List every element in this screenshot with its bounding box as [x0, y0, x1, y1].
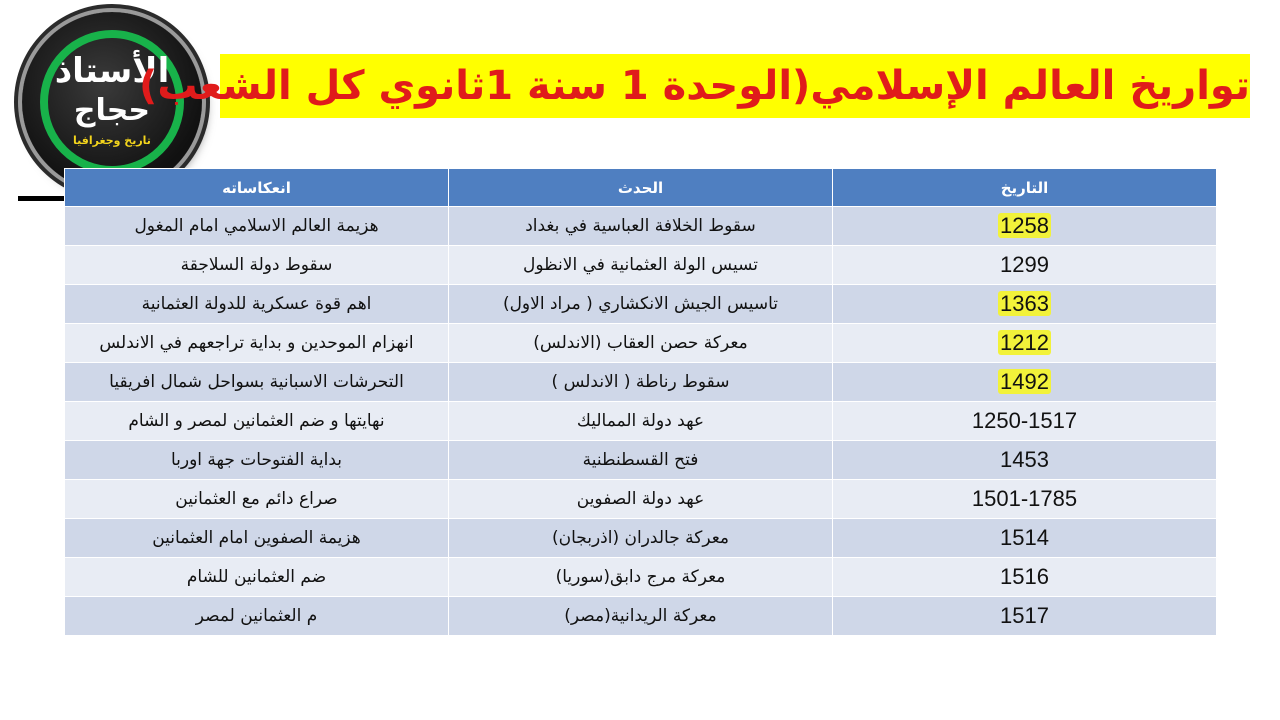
table-row [65, 480, 1217, 519]
table-row [65, 519, 1217, 558]
cell-date: 1453 [833, 441, 1217, 480]
cell-event: سقوط رناطة ( الاندلس ) [449, 363, 833, 402]
date-highlight: 1258 [1000, 213, 1049, 238]
cell-event: معركة حصن العقاب (الاندلس) [449, 324, 833, 363]
cell-effects: نهايتها و ضم العثمانين لمصر و الشام [65, 402, 449, 441]
table-row [65, 441, 1217, 480]
header-effects: انعكاساته [65, 169, 449, 207]
table-header-row [65, 169, 1217, 207]
cell-effects: اهم قوة عسكرية للدولة العثمانية [65, 285, 449, 324]
table-row [65, 324, 1217, 363]
date-highlight: 1492 [1000, 369, 1049, 394]
logo-line2: حجاج [73, 93, 151, 128]
cell-event: عهد دولة المماليك [449, 402, 833, 441]
cell-date [833, 207, 1217, 246]
date-highlight: 1212 [1000, 330, 1049, 355]
dates-table-wrapper [64, 168, 1216, 636]
cell-date: 1250-1517 [833, 402, 1217, 441]
cell-date: 1501-1785 [833, 480, 1217, 519]
cell-effects: م العثمانين لمصر [65, 597, 449, 636]
cell-date [833, 363, 1217, 402]
cell-effects: سقوط دولة السلاجقة [65, 246, 449, 285]
cell-date: 1517 [833, 597, 1217, 636]
date-highlight: 1363 [1000, 291, 1049, 316]
page-title: تواريخ العالم الإسلامي(الوحدة 1 سنة 1ثانوي كل الشعب) [139, 63, 1250, 109]
cell-effects: هزيمة الصفوين امام العثمانين [65, 519, 449, 558]
cell-effects: التحرشات الاسبانية بسواحل شمال افريقيا [65, 363, 449, 402]
cell-event: سقوط الخلافة العباسية في بغداد [449, 207, 833, 246]
table-row [65, 558, 1217, 597]
cell-effects: بداية الفتوحات جهة اوربا [65, 441, 449, 480]
cell-event: فتح القسطنطنية [449, 441, 833, 480]
cell-effects: صراع دائم مع العثمانين [65, 480, 449, 519]
cell-date: 1299 [833, 246, 1217, 285]
table-row [65, 246, 1217, 285]
cell-event: عهد دولة الصفوين [449, 480, 833, 519]
cell-event: معركة مرج دابق(سوريا) [449, 558, 833, 597]
cell-event: تسيس الولة العثمانية في الانظول [449, 246, 833, 285]
cell-effects: انهزام الموحدين و بداية تراجعهم في الاندلس [65, 324, 449, 363]
header-event: الحدث [449, 169, 833, 207]
table-row [65, 402, 1217, 441]
cell-date: 1514 [833, 519, 1217, 558]
cell-date [833, 324, 1217, 363]
table-row [65, 285, 1217, 324]
table-row [65, 363, 1217, 402]
cell-effects: هزيمة العالم الاسلامي امام المغول [65, 207, 449, 246]
table-row [65, 207, 1217, 246]
cell-effects: ضم العثمانين للشام [65, 558, 449, 597]
dates-table [64, 168, 1217, 636]
cell-event: تاسيس الجيش الانكشاري ( مراد الاول) [449, 285, 833, 324]
header-date: التاريخ [833, 169, 1217, 207]
logo-line1: الأستاذ [54, 51, 170, 91]
cell-date [833, 285, 1217, 324]
cell-date: 1516 [833, 558, 1217, 597]
logo-line3: تاريخ وجغرافيا [73, 134, 151, 147]
table-row [65, 597, 1217, 636]
cell-event: معركة جالدران (اذربجان) [449, 519, 833, 558]
cell-event: معركة الريدانية(مصر) [449, 597, 833, 636]
